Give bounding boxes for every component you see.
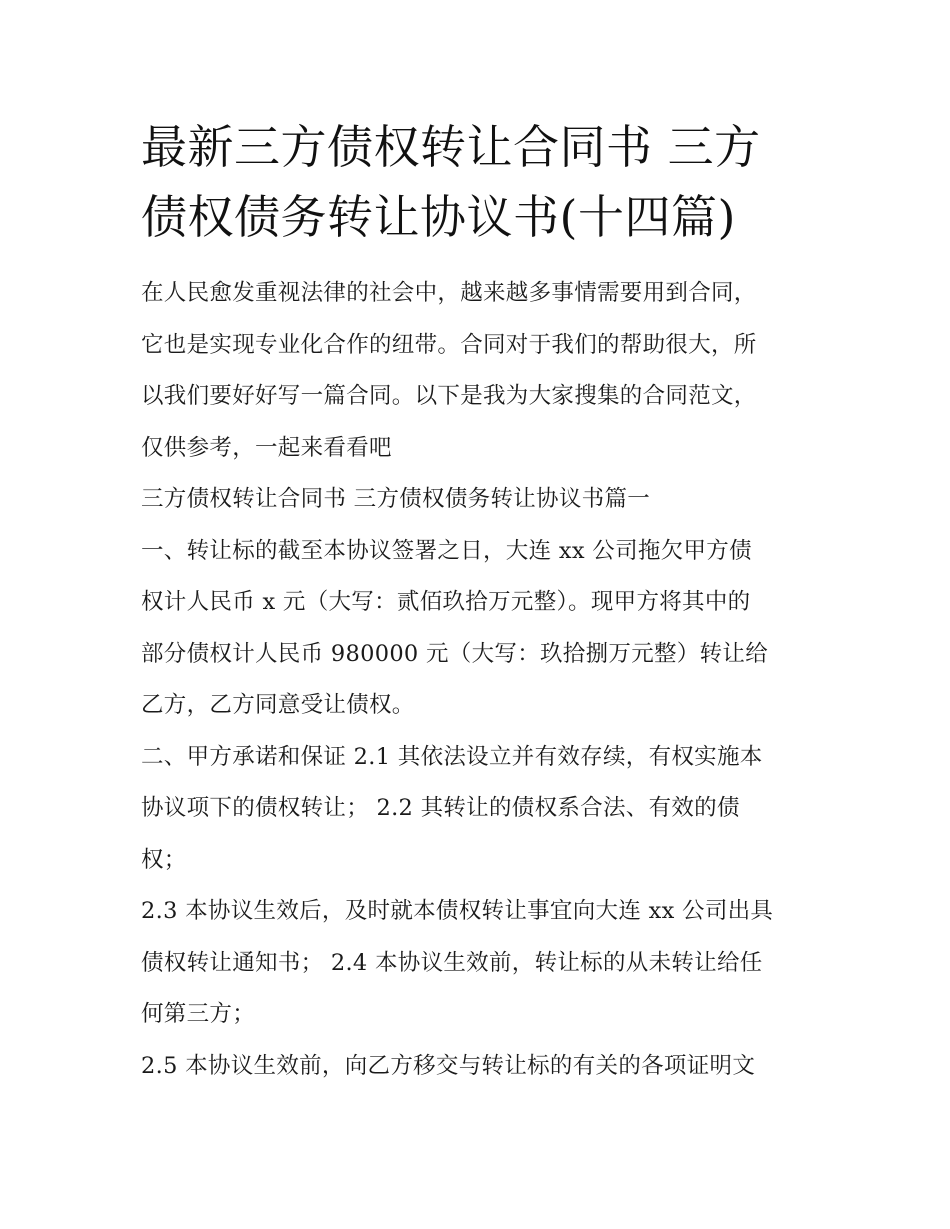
clause-two-paragraph [141, 732, 821, 887]
text-line: 权计人民币 x 元（大写：贰佰玖拾万元整）。现甲方将其中的 [141, 589, 751, 615]
title-line: 债权债务转让协议书(十四篇) [141, 190, 736, 244]
text-line: 债权转让通知书； 2.4 本协议生效前，转让标的从未转让给任 [141, 949, 763, 976]
text-line: 何第三方； [141, 1001, 256, 1027]
text-line: 以我们要好好写一篇合同。以下是我为大家搜集的合同范文， [141, 383, 757, 409]
document-content [141, 112, 821, 1092]
text-line: 仅供参考，一起来看看吧 [141, 434, 392, 461]
text-line: 权； [141, 846, 187, 873]
text-line: 协议项下的债权转让； 2.2 其转让的债权系合法、有效的债 [141, 795, 740, 821]
text-line: 三方债权转让合同书 三方债权债务转让协议书篇一 [141, 486, 651, 512]
text-line: 2.3 本协议生效后，及时就本债权转让事宜向大连 xx 公司出具 [141, 898, 774, 924]
text-line: 在人民愈发重视法律的社会中，越来越多事情需要用到合同， [141, 280, 757, 306]
title-line: 最新三方债权转让合同书 三方 [141, 120, 761, 174]
text-line: 它也是实现专业化合作的纽带。合同对于我们的帮助很大，所 [141, 331, 757, 358]
text-line: 2.5 本协议生效前，向乙方移交与转让标的有关的各项证明文 [141, 1052, 756, 1079]
intro-paragraph [141, 268, 821, 474]
text-line: 二、甲方承诺和保证 2.1 其依法设立并有效存续，有权实施本 [141, 743, 763, 770]
document-body [141, 268, 821, 1092]
section-heading [141, 474, 821, 526]
text-line: 乙方，乙方同意受让债权。 [141, 692, 415, 718]
clause-2-5-paragraph [141, 1041, 821, 1093]
clause-one-paragraph [141, 526, 821, 732]
text-line: 部分债权计人民币 980000 元（大写：玖拾捌万元整）转让给 [141, 640, 768, 667]
text-line: 一、转让标的截至本协议签署之日，大连 xx 公司拖欠甲方债 [141, 537, 752, 564]
clause-2-3-paragraph [141, 886, 821, 1041]
document-title [141, 112, 821, 252]
